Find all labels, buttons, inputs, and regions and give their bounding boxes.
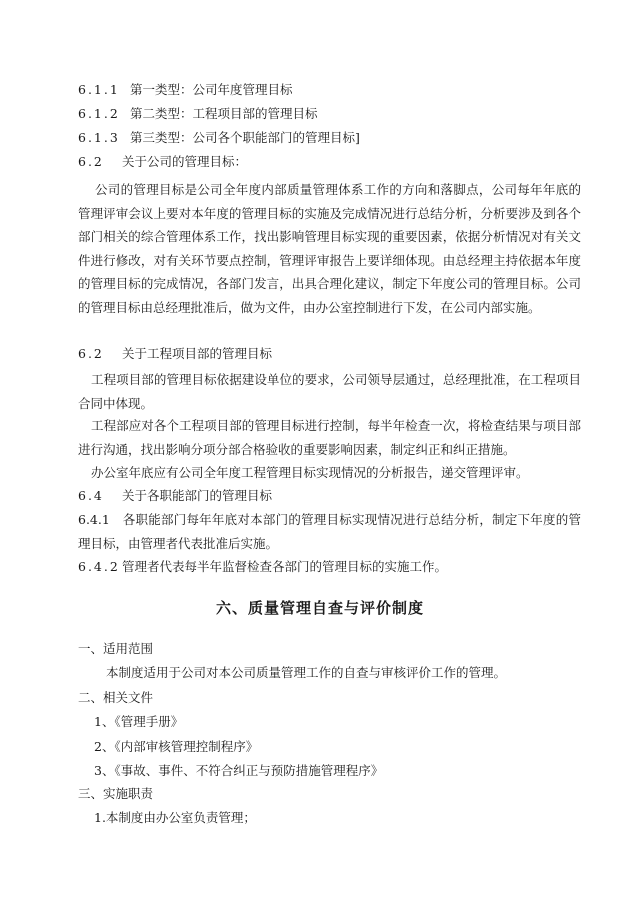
item-text: 管理者代表每半年监督检查各部门的管理目标的实施工作。 [122, 559, 448, 574]
item-text: 第一类型：公司年度管理目标 [130, 82, 293, 97]
item-number: 6.1.2 [78, 106, 120, 121]
office-report-paragraph: 办公室年底应有公司全年度工程管理目标实现情况的分析报告，递交管理评审。 [91, 465, 529, 480]
related-doc-item: 3、《事故、事件、不符合纠正与预防措施管理程序》 [94, 763, 384, 778]
item-6-2-company [78, 154, 247, 170]
item-6-4-2 [78, 559, 447, 575]
responsibility-item: 1.本制度由办公室负责管理； [94, 810, 256, 825]
heading-scope: 一、适用范围 [78, 641, 154, 656]
item-text: 第二类型：工程项目部的管理目标 [130, 106, 318, 121]
item-text: 关于公司的管理目标： [122, 154, 248, 169]
engineering-dept-paragraph: 工程部应对各个工程项目部的管理目标进行控制，每半年检查一次，将检查结果与项目部进行沟通，找出影响分项分部合格验收的重要影响因素，制定纠正和纠正措施。 [78, 418, 581, 457]
item-6-4-1: 6.4.1 各职能部门每年年底对本部门的管理目标实现情况进行总结分析，制定下年度的管理目标，由管理者代表批准后实施。 [78, 512, 581, 551]
item-text: 关于工程项目部的管理目标 [122, 346, 273, 361]
item-6-1-2 [78, 106, 318, 122]
project-goal-paragraph: 工程项目部的管理目标依据建设单位的要求，公司领导层通过，总经理批准，在工程项目合同中体现。 [78, 372, 581, 411]
item-number: 6.4 [78, 488, 104, 503]
related-doc-item: 2、《内部审核管理控制程序》 [94, 739, 259, 754]
heading-related-docs: 二、相关文件 [78, 690, 154, 705]
heading-responsibilities: 三、实施职责 [78, 786, 154, 801]
item-number: 6.1.3 [78, 130, 120, 145]
item-6-2-project [78, 346, 272, 362]
item-number: 6.1.1 [78, 82, 120, 97]
scope-text: 本制度适用于公司对本公司质量管理工作的自查与审核评价工作的管理。 [106, 665, 507, 680]
item-text: 第三类型：公司各个职能部门的管理目标] [130, 130, 360, 145]
item-number: 6.4.2 [78, 559, 120, 574]
item-6-1-1 [78, 82, 293, 98]
related-doc-item: 1、《管理手册》 [94, 714, 184, 729]
item-6-1-3 [78, 130, 360, 146]
item-text: 关于各职能部门的管理目标 [122, 488, 273, 503]
company-goal-paragraph: 公司的管理目标是公司全年度内部质量管理体系工作的方向和落脚点，公司每年年底的管理评审会议上要对本年度的管理目标的实施及完成情况进行总结分析，分析要涉及到各个部门相关的综合管理体系工作，找出影响管理目标实现的重要因素，依据分析情况对有关文件进行修改，对有关环节要点控制，管理评审报告上要详细体现。由总经理主持依据本年度的管理目标的完成情况，各部门发言，出具合理化建议，制定下年度公司的管理目标。公司的管理目标由总经理批准后，做为文件，由办公室控制进行下发，在公司内部实施。 [78, 182, 581, 315]
item-number: 6.2 [78, 154, 104, 169]
item-number: 6.2 [78, 346, 104, 361]
item-6-4 [78, 488, 272, 504]
section-title: 六、质量管理自查与评价制度 [215, 599, 424, 617]
